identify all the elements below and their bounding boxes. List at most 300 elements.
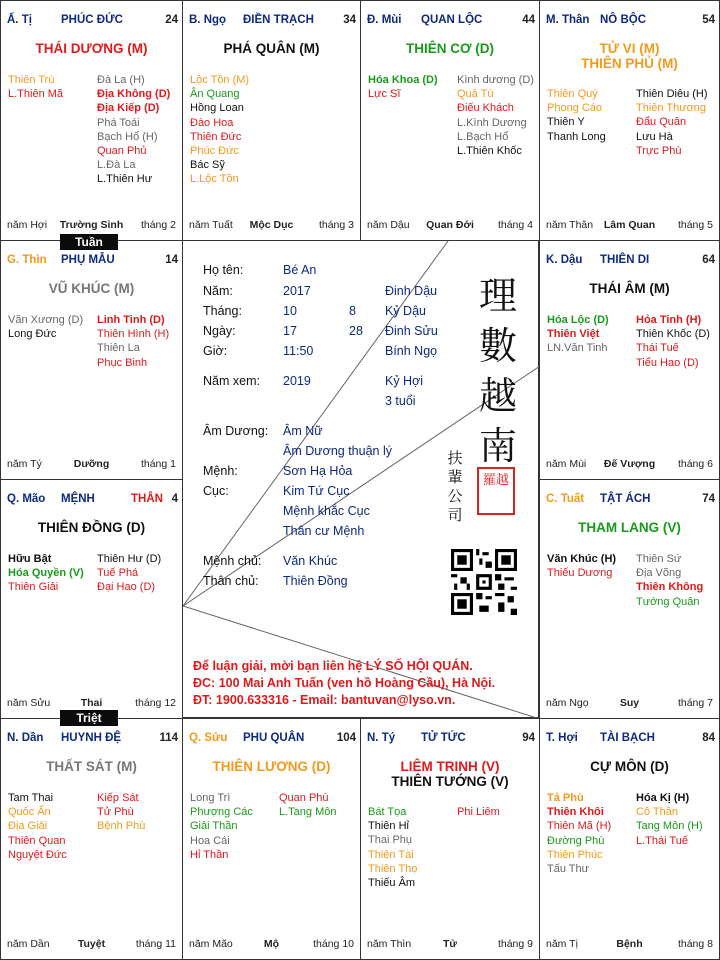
info-label: Mệnh chủ:	[203, 554, 262, 568]
info-label: Họ tên:	[203, 263, 244, 277]
minor-star: Thiên Quan	[8, 834, 66, 847]
info-label: Cục:	[203, 484, 229, 498]
palace-name: QUAN LỘC	[421, 14, 483, 26]
minor-stars-left	[8, 552, 84, 595]
minor-star: Thiên Khốc (D)	[636, 328, 710, 341]
palace-header	[7, 732, 178, 746]
minor-star: Thiếu Dương	[547, 567, 613, 580]
minor-stars-right	[457, 73, 534, 158]
red-seal-stamp: 羅越	[477, 467, 515, 515]
minor-star: Hóa Kị (H)	[636, 792, 690, 804]
palace-name: TỬ TỨC	[421, 732, 466, 744]
palace-name: TẬT ÁCH	[600, 493, 651, 505]
month-label: tháng 4	[497, 219, 533, 231]
info-value: Kim Tứ Cục	[283, 484, 350, 498]
minor-star: Tiểu Hao (D)	[636, 356, 699, 369]
minor-star: Long Đức	[8, 328, 57, 341]
palace-footer	[546, 938, 713, 951]
main-star: THIÊN LƯƠNG (D)	[212, 759, 331, 774]
minor-stars-right	[457, 805, 500, 819]
palace-name: TÀI BẠCH	[600, 732, 655, 744]
palace-can-chi: C. Tuất	[546, 493, 585, 505]
month-label: tháng 9	[497, 938, 533, 950]
info-label: Giờ:	[203, 344, 228, 358]
minor-star: L.Tang Môn	[279, 806, 337, 819]
palace-number: 94	[522, 732, 535, 744]
palace-footer	[367, 938, 533, 951]
minor-stars-right	[636, 552, 703, 609]
life-stage: Quan Đới	[426, 219, 474, 231]
palace-header	[189, 14, 356, 28]
life-stage: Tuyệt	[77, 938, 106, 950]
minor-stars-right	[97, 313, 169, 370]
palace-cell-hoi	[539, 718, 720, 960]
minor-star: Thanh Long	[547, 130, 606, 143]
info-value: 11:50	[283, 344, 314, 358]
minor-stars-left	[547, 552, 616, 580]
minor-star: Đà La (H)	[97, 74, 145, 86]
main-stars	[361, 759, 539, 789]
minor-star: Hồng Loan	[190, 102, 244, 115]
palace-footer	[546, 458, 713, 471]
palace-can-chi: K. Dậu	[546, 254, 583, 266]
life-stage: Trường Sinh	[59, 219, 124, 231]
palace-number: 104	[336, 732, 356, 744]
minor-stars-right	[636, 313, 710, 370]
minor-star: Địa Không (D)	[97, 88, 171, 101]
year-label: năm Thân	[546, 219, 594, 231]
minor-stars-right	[97, 791, 145, 834]
minor-star: Kình dương (D)	[457, 74, 534, 86]
minor-star: Tam Thai	[8, 792, 54, 804]
main-stars	[1, 281, 182, 296]
minor-star: Thiên Phúc	[547, 848, 603, 861]
minor-star: Thiên Không	[636, 581, 704, 594]
minor-star: Quan Phù	[279, 792, 329, 804]
minor-star: Trực Phù	[636, 144, 682, 157]
minor-star: Tướng Quân	[636, 595, 700, 608]
minor-star: Lộc Tồn (M)	[190, 74, 250, 86]
minor-star: Tấu Thư	[547, 863, 590, 876]
minor-star: Thiên Trù	[8, 74, 55, 86]
minor-stars-right	[636, 791, 703, 848]
minor-star: Giải Thần	[190, 820, 238, 833]
info-can-chi: Kỷ Dậu	[385, 304, 426, 318]
minor-star: Văn Khúc (H)	[547, 553, 617, 565]
life-stage: Thai	[80, 697, 103, 709]
palace-header	[367, 732, 535, 746]
minor-star: Tử Phù	[97, 806, 134, 819]
main-star: THIÊN TƯỚNG (V)	[391, 774, 509, 789]
year-label: năm Mùi	[546, 458, 587, 470]
minor-stars-left	[190, 73, 249, 187]
info-value: 17	[283, 324, 297, 338]
minor-star: Phá Toái	[97, 116, 140, 129]
info-label: Ngày:	[203, 324, 236, 338]
main-star: THIÊN ĐỒNG (D)	[37, 520, 146, 535]
info-value: Âm Nữ	[283, 424, 323, 438]
minor-star: Hoa Cái	[190, 834, 230, 847]
palace-number: 24	[165, 14, 178, 26]
palace-cell-tuat	[539, 479, 720, 719]
month-label: tháng 3	[318, 219, 354, 231]
minor-star: Địa Giải	[8, 820, 48, 833]
info-label: Năm xem:	[203, 374, 260, 388]
palace-footer	[367, 219, 533, 232]
minor-star: Điếu Khách	[457, 102, 514, 115]
month-label: tháng 7	[677, 697, 713, 709]
palace-cell-suu	[182, 718, 361, 960]
qr-code[interactable]	[451, 549, 517, 615]
center-info-panel	[182, 240, 539, 718]
minor-stars-left	[547, 313, 609, 356]
palace-number: 84	[702, 732, 715, 744]
palace-footer	[7, 458, 176, 471]
info-am-duong	[203, 424, 463, 438]
palace-cell-ty2	[360, 718, 540, 960]
palace-number: 34	[343, 14, 356, 26]
calligraphy-char: 南	[478, 424, 517, 468]
palace-footer	[7, 938, 176, 951]
palace-cell-thin	[0, 240, 183, 480]
calligraphy-char: 數	[478, 324, 517, 368]
minor-stars-left	[368, 73, 438, 101]
minor-star: Thiên Giải	[8, 581, 59, 594]
minor-star: Đẩu Quân	[636, 116, 687, 129]
minor-star: Bạch Hổ (H)	[97, 130, 158, 143]
main-stars	[1, 41, 182, 56]
minor-star: Địa Kiếp (D)	[97, 102, 160, 115]
main-star: VŨ KHÚC (M)	[48, 281, 135, 296]
minor-stars-left	[547, 791, 611, 876]
palace-header	[546, 14, 715, 28]
minor-star: Đại Hao (D)	[97, 581, 156, 594]
minor-stars-right	[97, 73, 170, 187]
main-star: THAM LANG (V)	[578, 520, 681, 535]
life-stage: Bệnh	[616, 938, 643, 950]
main-star: THẤT SÁT (M)	[46, 759, 137, 774]
info-label: Tháng:	[203, 304, 242, 318]
life-stage: Mộc Dục	[249, 219, 294, 231]
info-than-chu	[203, 574, 463, 588]
minor-star: Đường Phù	[547, 834, 605, 847]
main-stars	[183, 41, 360, 56]
minor-star: L.Thiên Hư	[97, 173, 153, 186]
minor-star: Hỉ Thần	[190, 848, 229, 861]
main-star: PHÁ QUÂN (M)	[223, 41, 320, 56]
info-label: Âm Dương:	[203, 424, 269, 438]
main-star: THÁI DƯƠNG (M)	[35, 41, 148, 56]
minor-star: Thiên Thọ	[368, 862, 418, 875]
palace-number: 114	[159, 732, 178, 744]
year-label: năm Thìn	[367, 938, 412, 950]
info-label: Mệnh:	[203, 464, 238, 478]
year-label: năm Dần	[7, 938, 50, 950]
palace-name: ĐIỀN TRẠCH	[243, 14, 314, 26]
minor-stars-right	[636, 87, 708, 158]
minor-star: Phong Cáo	[547, 102, 603, 115]
palace-number: 4	[171, 493, 178, 505]
month-label: tháng 11	[135, 938, 176, 950]
calligraphy-char: 理	[478, 274, 517, 318]
calligraphy-small	[445, 449, 465, 525]
palace-header	[7, 493, 178, 507]
minor-star: Thiếu Âm	[368, 877, 416, 890]
palace-name: PHỤ MẪU	[61, 254, 115, 266]
info-value: Thiên Đồng	[283, 574, 348, 588]
palace-number: 54	[702, 14, 715, 26]
month-label: tháng 1	[140, 458, 176, 470]
life-stage: Đế Vượng	[603, 458, 656, 470]
year-label: năm Tị	[546, 938, 578, 950]
month-label: tháng 6	[677, 458, 713, 470]
minor-stars-right	[279, 791, 336, 819]
minor-star: Phượng Các	[190, 806, 253, 819]
minor-star: Quả Tú	[457, 88, 494, 101]
minor-star: Cô Thần	[636, 806, 678, 819]
main-stars	[183, 759, 360, 774]
minor-stars-left	[8, 791, 67, 862]
palace-cell-dan	[0, 718, 183, 960]
minor-star: Thiên Quý	[547, 88, 598, 100]
info-label: Thân chủ:	[203, 574, 259, 588]
minor-star: Thiên Mã (H)	[547, 820, 612, 833]
palace-can-chi: G. Thìn	[7, 254, 47, 266]
life-stage: Suy	[619, 697, 640, 709]
info-lunar: 28	[349, 324, 363, 338]
minor-star: Phúc Đức	[190, 145, 239, 158]
palace-footer	[7, 697, 176, 710]
palace-can-chi: B. Ngọ	[189, 14, 227, 26]
palace-header	[7, 14, 178, 28]
minor-star: L.Lộc Tồn	[190, 173, 239, 186]
palace-cell-mao	[0, 479, 183, 719]
minor-star: Thiên Tài	[368, 848, 414, 861]
calligraphy-char: 公	[447, 487, 463, 505]
minor-stars-right	[97, 552, 161, 595]
calligraphy-char: 司	[447, 506, 463, 524]
minor-star: Thiên Việt	[547, 328, 600, 341]
palace-name: HUYNH ĐỆ	[61, 732, 122, 744]
info-cuc-2: Mệnh khắc Cục	[283, 504, 370, 518]
palace-footer	[7, 219, 176, 232]
palace-header	[7, 254, 178, 268]
palace-can-chi: T. Hợi	[546, 732, 578, 744]
month-label: tháng 2	[140, 219, 176, 231]
year-label: năm Ngọ	[546, 697, 589, 709]
palace-header	[546, 254, 715, 268]
minor-star: Quan Phủ	[97, 145, 147, 158]
main-star: TỬ VI (M)	[599, 41, 660, 56]
palace-name: MỆNH	[61, 493, 95, 505]
minor-star: LN.Văn Tinh	[547, 342, 608, 355]
life-stage: Lâm Quan	[603, 219, 656, 231]
main-stars	[1, 520, 182, 535]
palace-footer	[546, 219, 713, 232]
palace-can-chi: Q. Sửu	[189, 732, 228, 744]
minor-star: Thiên Sứ	[636, 553, 682, 565]
minor-star: Hỏa Tinh (H)	[636, 314, 702, 326]
main-star: CỰ MÔN (D)	[590, 759, 669, 774]
info-menh-chu	[203, 554, 463, 568]
info-cuc	[203, 484, 463, 498]
info-can-chi: Đinh Dậu	[385, 284, 438, 298]
minor-star: Quốc Ấn	[8, 806, 51, 819]
minor-star: Bác Sỹ	[190, 159, 225, 172]
year-label: năm Tuất	[189, 219, 233, 231]
palace-can-chi: Q. Mão	[7, 493, 46, 505]
info-value: 2019	[283, 374, 311, 388]
main-stars	[540, 520, 719, 535]
minor-star: Thiên Y	[547, 116, 585, 129]
life-stage: Mộ	[263, 938, 280, 950]
minor-star: L.Thiên Khốc	[457, 145, 522, 158]
contact-line-2: ĐC: 100 Mai Anh Tuấn (ven hồ Hoàng Cầu), Hà Nội.	[193, 676, 496, 690]
main-stars	[540, 281, 719, 296]
main-star: THÁI ÂM (M)	[589, 281, 670, 296]
palace-header	[367, 14, 535, 28]
minor-star: Thiên Đức	[190, 130, 242, 143]
minor-stars-left	[190, 791, 253, 862]
main-star: THIÊN CƠ (D)	[405, 41, 494, 56]
minor-star: Hóa Khoa (D)	[368, 74, 438, 86]
year-label: năm Mão	[189, 938, 233, 950]
palace-number: 64	[702, 254, 715, 266]
minor-stars-left	[368, 805, 417, 890]
palace-footer	[546, 697, 713, 710]
minor-stars-left	[8, 73, 63, 101]
calligraphy-char: 越	[478, 374, 517, 418]
info-can-chi: Bính Ngọ	[385, 344, 438, 358]
minor-star: Thiên La	[97, 342, 140, 355]
minor-star: Thái Tuế	[636, 342, 679, 355]
palace-can-chi: N. Dần	[7, 732, 44, 744]
palace-cell-mui	[360, 0, 540, 241]
palace-number: 44	[522, 14, 535, 26]
minor-star: Bệnh Phù	[97, 820, 146, 833]
info-can-chi: Kỷ Hợi	[385, 374, 424, 388]
minor-star: Lực Sĩ	[368, 88, 401, 101]
palace-header	[189, 732, 356, 746]
minor-star: Linh Tinh (D)	[97, 314, 165, 326]
calligraphy-char: 輩	[447, 468, 463, 486]
main-star: LIÊM TRINH (V)	[400, 759, 500, 774]
minor-star: L.Bạch Hổ	[457, 130, 509, 143]
minor-star: Phục Binh	[97, 356, 148, 369]
minor-star: Thiên Hỉ	[368, 820, 409, 833]
minor-star: Kiếp Sát	[97, 792, 139, 804]
month-label: tháng 5	[677, 219, 713, 231]
minor-star: Thai Phụ	[368, 834, 413, 847]
minor-star: Nguyệt Đức	[8, 848, 67, 861]
palace-can-chi: Đ. Mùi	[367, 14, 402, 26]
info-value: 2017	[283, 284, 311, 298]
year-label: năm Dậu	[367, 219, 410, 231]
minor-star: Thiên Diêu (H)	[636, 88, 708, 100]
info-value: Văn Khúc	[283, 554, 338, 568]
info-cuc-3: Thân cư Mệnh	[283, 524, 365, 538]
info-am-duong-2: Âm Dương thuận lý	[283, 444, 392, 458]
palace-can-chi: N. Tý	[367, 732, 396, 744]
palace-name: PHU QUÂN	[243, 732, 305, 744]
info-tuoi: 3 tuổi	[385, 394, 416, 408]
palace-can-chi: Ấ. Tị	[7, 14, 32, 26]
main-stars	[1, 759, 182, 774]
minor-stars-left	[547, 87, 606, 144]
palace-footer	[189, 938, 354, 951]
minor-star: Văn Xương (D)	[8, 314, 84, 326]
contact-line-1: Để luận giải, mời bạn liên hệ LÝ SỐ HỘI QUÁN.	[193, 659, 473, 673]
month-label: tháng 8	[677, 938, 713, 950]
palace-cell-than	[539, 0, 720, 241]
palace-cell-dau	[539, 240, 720, 480]
palace-can-chi: M. Thân	[546, 14, 590, 26]
palace-footer	[189, 219, 354, 232]
minor-star: Đào Hoa	[190, 116, 234, 129]
minor-star: Thiên Hình (H)	[97, 328, 170, 341]
tuan-marker: Tuần	[60, 234, 118, 250]
life-stage: Tử	[442, 938, 458, 950]
month-label: tháng 12	[135, 697, 176, 709]
palace-name: NÔ BỘC	[600, 14, 646, 26]
info-value: Bé An	[283, 263, 317, 277]
palace-name: THIÊN DI	[600, 254, 650, 266]
info-menh	[203, 464, 463, 478]
minor-star: Tả Phù	[547, 792, 584, 804]
minor-star: Hóa Quyền (V)	[8, 567, 84, 580]
contact-line-3[interactable]: ĐT: 1900.633316 - Email: bantuvan@lyso.vn.	[193, 693, 456, 707]
minor-star: Phi Liêm	[457, 806, 500, 818]
than-marker: THÂN	[131, 493, 163, 505]
minor-star: L.Thiên Mã	[8, 88, 64, 101]
minor-star: Tuế Phá	[97, 567, 139, 580]
palace-number: 14	[165, 254, 178, 266]
info-value: 10	[283, 304, 297, 318]
minor-star: Hữu Bật	[8, 553, 52, 565]
info-value: Sơn Hạ Hỏa	[283, 464, 353, 478]
month-label: tháng 10	[313, 938, 354, 950]
main-star: THIÊN PHỦ (M)	[581, 56, 678, 71]
minor-star: Bát Tọa	[368, 806, 407, 818]
minor-star: Hóa Lộc (D)	[547, 314, 609, 326]
palace-cell-ty	[0, 0, 183, 241]
info-ho-ten	[203, 263, 317, 277]
minor-star: Lưu Hà	[636, 130, 673, 143]
life-stage: Dưỡng	[73, 458, 110, 470]
minor-star: L.Đà La	[97, 159, 136, 172]
main-stars	[540, 41, 719, 71]
minor-star: Ân Quang	[190, 88, 240, 101]
info-can-chi: Đinh Sửu	[385, 324, 438, 338]
palace-header	[546, 493, 715, 507]
main-stars	[361, 41, 539, 56]
calligraphy-char: 扶	[447, 449, 463, 467]
minor-star: L.Thái Tuế	[636, 834, 688, 847]
year-label: năm Sửu	[7, 697, 51, 709]
minor-star: Long Trì	[190, 792, 231, 804]
year-label: năm Hợi	[7, 219, 48, 231]
palace-name: PHÚC ĐỨC	[61, 14, 123, 26]
palace-number: 74	[702, 493, 715, 505]
palace-cell-ngo	[182, 0, 361, 241]
minor-stars-left	[8, 313, 83, 341]
info-lunar: 8	[349, 304, 356, 318]
calligraphy-title	[473, 271, 523, 471]
minor-star: Thiên Khôi	[547, 806, 604, 819]
triet-marker: Triệt	[60, 710, 118, 726]
minor-star: Tang Môn (H)	[636, 820, 703, 833]
minor-star: L.Kình Dương	[457, 116, 527, 129]
